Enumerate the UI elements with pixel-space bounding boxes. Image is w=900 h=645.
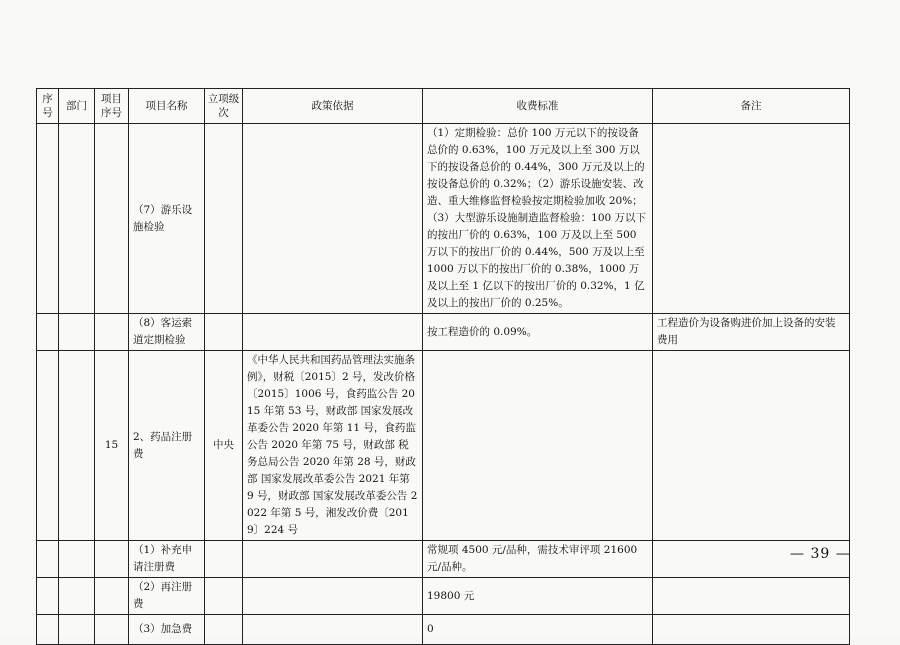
cell-empty — [95, 578, 129, 615]
header-cell: 政策依据 — [243, 89, 423, 124]
cell-empty — [59, 351, 95, 541]
project-level: 中央 — [205, 351, 243, 541]
table-row — [37, 541, 850, 578]
fee-standard: 常规项 4500 元/品种，需技术审评项 21600 元/品种。 — [423, 541, 653, 578]
cell-empty — [59, 314, 95, 351]
cell-empty — [205, 124, 243, 314]
fee-standard: 19800 元 — [423, 578, 653, 615]
cell-empty — [95, 124, 129, 314]
cell-empty — [37, 541, 59, 578]
header-cell: 序号 — [37, 89, 59, 124]
cell-empty — [205, 615, 243, 645]
header-cell: 项目名称 — [129, 89, 205, 124]
header-cell: 项目序号 — [95, 89, 129, 124]
cell-empty — [37, 124, 59, 314]
cell-empty — [653, 578, 850, 615]
cell-empty — [37, 314, 59, 351]
header-cell: 部门 — [59, 89, 95, 124]
page-number: — 39 — — [790, 546, 851, 562]
fee-standard: （1）定期检验：总价 100 万元以下的按设备总价的 0.63%，100 万元及以上至 300 万以下的按设备总价的 0.44%，300 万元及以上的按设备总价的 0.32%；（2）游乐设施安装、改造、重大维修监督检验按定期检验加收 20%；（3）大型游乐设施制造监督检验：100 万以下的按出厂价的 0.63%，100 万及以上至 500 万以下的按出厂价的 0.44%，500 万及以上至 1000 万以下的按出厂价的 0.38%，1000 万及以上至 1 亿以下的按出厂价的 0.32%，1 亿及以上的按出厂价的 0.25%。 — [423, 124, 653, 314]
cell-empty — [423, 351, 653, 541]
fee-table — [36, 88, 850, 645]
item-name: 2、药品注册费 — [129, 351, 205, 541]
header-cell: 立项级次 — [205, 89, 243, 124]
cell-empty — [205, 541, 243, 578]
cell-empty — [95, 314, 129, 351]
cell-empty — [59, 578, 95, 615]
table-row — [37, 578, 850, 615]
table-header-row — [37, 89, 850, 124]
item-name: （1）补充申请注册费 — [129, 541, 205, 578]
cell-empty — [59, 615, 95, 645]
item-name: （8）客运索道定期检验 — [129, 314, 205, 351]
cell-empty — [205, 578, 243, 615]
cell-empty — [243, 314, 423, 351]
cell-empty — [653, 615, 850, 645]
fee-standard: 按工程造价的 0.09%。 — [423, 314, 653, 351]
item-name: （7）游乐设施检验 — [129, 124, 205, 314]
item-name: （2）再注册费 — [129, 578, 205, 615]
cell-empty — [243, 124, 423, 314]
table-row — [37, 314, 850, 351]
cell-empty — [95, 541, 129, 578]
table-row — [37, 124, 850, 314]
cell-empty — [243, 615, 423, 645]
cell-empty — [37, 351, 59, 541]
cell-empty — [37, 578, 59, 615]
header-cell: 收费标准 — [423, 89, 653, 124]
cell-empty — [243, 541, 423, 578]
item-number: 15 — [95, 351, 129, 541]
note — [653, 124, 850, 314]
table-row — [37, 615, 850, 645]
cell-empty — [205, 314, 243, 351]
policy-basis: 《中华人民共和国药品管理法实施条例》，财税〔2015〕2 号，发改价格〔2015〕1006 号，食药监公告 2015 年第 53 号，财政部 国家发展改革委公告 2020 年第 11 号，食药监公告 2020 年第 75 号，财政部 税务总局公告 2020 年第 28 号，财政部 国家发展改革委公告 2021 年第 9 号，财政部 国家发展改革委公告 2022 年第 5 号，湘发改价费〔2019〕224 号 — [243, 351, 423, 541]
fee-standard: 0 — [423, 615, 653, 645]
cell-empty — [243, 578, 423, 615]
cell-empty — [59, 124, 95, 314]
cell-empty — [59, 541, 95, 578]
item-name: （3）加急费 — [129, 615, 205, 645]
cell-empty — [653, 351, 850, 541]
cell-empty — [95, 615, 129, 645]
cell-empty — [37, 615, 59, 645]
header-cell: 备注 — [653, 89, 850, 124]
note: 工程造价为设备购进价加上设备的安装费用 — [653, 314, 850, 351]
table-row — [37, 351, 850, 541]
